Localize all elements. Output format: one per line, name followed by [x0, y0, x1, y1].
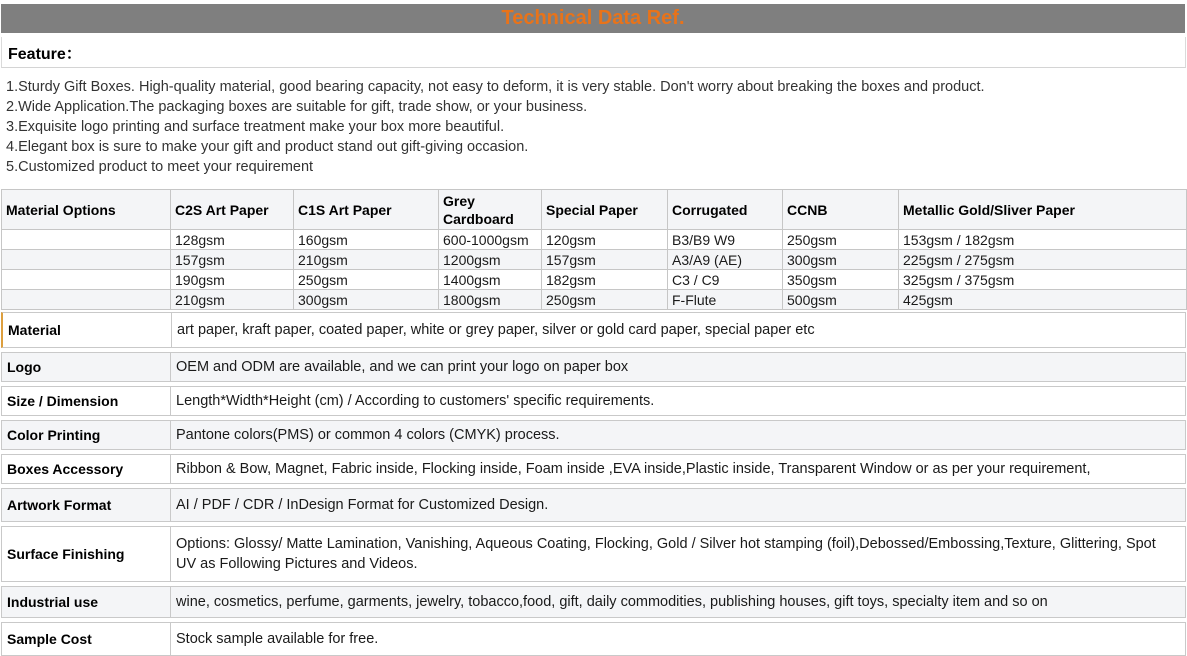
table-cell: 300gsm [294, 290, 439, 310]
feature-list [0, 68, 1187, 177]
spec-table [1, 312, 1186, 656]
spec-value: art paper, kraft paper, coated paper, white or grey paper, silver or gold card paper, special paper etc [177, 322, 815, 338]
table-cell: 500gsm [783, 290, 899, 310]
table-cell: 157gsm [171, 250, 294, 270]
spec-label: Logo [2, 353, 171, 381]
spec-value: Ribbon & Bow, Magnet, Fabric inside, Flocking inside, Foam inside ,EVA inside,Plastic inside, Transparent Window or as per your requirement, [176, 461, 1091, 477]
feature-item: 2.Wide Application.The packaging boxes are suitable for gift, trade show, or your business. [6, 99, 588, 115]
spec-row [1, 312, 1186, 348]
table-cell: 300gsm [783, 250, 899, 270]
table-cell: 425gsm [899, 290, 1187, 310]
table-cell: 153gsm / 182gsm [899, 230, 1187, 250]
spec-row [1, 420, 1186, 450]
spec-value: Pantone colors(PMS) or common 4 colors (CMYK) process. [176, 427, 560, 443]
spec-label: Surface Finishing [2, 527, 171, 581]
table-cell: 250gsm [783, 230, 899, 250]
spec-label: Material [3, 313, 172, 347]
table-cell [2, 290, 171, 310]
feature-item: 1.Sturdy Gift Boxes. High-quality material, good bearing capacity, not easy to deform, it is very stable. Don't worry about breaking the boxes and product. [6, 79, 985, 95]
table-cell: 157gsm [542, 250, 668, 270]
table-cell: 350gsm [783, 270, 899, 290]
spec-value: AI / PDF / CDR / InDesign Format for Customized Design. [176, 497, 549, 513]
table-cell [2, 250, 171, 270]
spec-label: Sample Cost [2, 623, 171, 655]
table-cell: 325gsm / 375gsm [899, 270, 1187, 290]
spec-label: Color Printing [2, 421, 171, 449]
table-cell: B3/B9 W9 [668, 230, 783, 250]
spec-value: Length*Width*Height (cm) / According to customers' specific requirements. [176, 393, 655, 409]
feature-item: 4.Elegant box is sure to make your gift and product stand out gift-giving occasion. [6, 139, 529, 155]
spec-row [1, 386, 1186, 416]
table-row [2, 250, 1187, 270]
spec-value: wine, cosmetics, perfume, garments, jewelry, tobacco,food, gift, daily commodities, publishing houses, gift toys, specialty item and so on [176, 594, 1048, 610]
spec-row [1, 526, 1186, 582]
table-cell: 1400gsm [439, 270, 542, 290]
table-cell: 182gsm [542, 270, 668, 290]
spec-value: Options: Glossy/ Matte Lamination, Vanishing, Aqueous Coating, Flocking, Gold / Silver hot stamping (foil),Debossed/Embossing,Texture, Glittering, Spot UV as Following Pictures and Videos. [176, 536, 1156, 572]
table-row [2, 230, 1187, 250]
column-header: Corrugated [668, 190, 783, 230]
table-cell: 225gsm / 275gsm [899, 250, 1187, 270]
page-title: Technical Data Ref. [501, 7, 685, 29]
table-cell: 128gsm [171, 230, 294, 250]
spec-label: Boxes Accessory [2, 455, 171, 483]
column-header: Grey Cardboard [439, 190, 542, 230]
table-cell: 210gsm [294, 250, 439, 270]
column-header: Material Options [2, 190, 171, 230]
spec-label: Industrial use [2, 587, 171, 617]
technical-data-page [0, 4, 1187, 656]
table-cell: 120gsm [542, 230, 668, 250]
table-cell: 1800gsm [439, 290, 542, 310]
feature-heading-row [1, 37, 1186, 68]
column-header: CCNB [783, 190, 899, 230]
spec-label: Size / Dimension [2, 387, 171, 415]
spec-value: OEM and ODM are available, and we can print your logo on paper box [176, 359, 629, 375]
table-row [2, 270, 1187, 290]
materials-table-header [2, 190, 1187, 230]
table-cell: A3/A9 (AE) [668, 250, 783, 270]
header-row [2, 190, 1187, 230]
spec-row [1, 454, 1186, 484]
spec-row [1, 352, 1186, 382]
column-header: C2S Art Paper [171, 190, 294, 230]
table-row [2, 290, 1187, 310]
feature-heading: Feature： [8, 45, 82, 63]
table-cell: 160gsm [294, 230, 439, 250]
feature-item: 3.Exquisite logo printing and surface treatment make your box more beautiful. [6, 119, 505, 135]
table-cell: 210gsm [171, 290, 294, 310]
spec-row [1, 622, 1186, 656]
spec-row [1, 586, 1186, 618]
feature-item: 5.Customized product to meet your requirement [6, 159, 314, 175]
spec-value: Stock sample available for free. [176, 631, 379, 647]
table-cell: 250gsm [294, 270, 439, 290]
materials-table-body [2, 230, 1187, 310]
column-header: Metallic Gold/Sliver Paper [899, 190, 1187, 230]
table-cell: F-Flute [668, 290, 783, 310]
table-cell: 190gsm [171, 270, 294, 290]
table-cell: 250gsm [542, 290, 668, 310]
column-header: C1S Art Paper [294, 190, 439, 230]
title-bar [1, 4, 1185, 33]
spec-label: Artwork Format [2, 489, 171, 521]
table-cell: C3 / C9 [668, 270, 783, 290]
table-cell [2, 230, 171, 250]
table-cell: 1200gsm [439, 250, 542, 270]
column-header: Special Paper [542, 190, 668, 230]
materials-table [1, 189, 1187, 310]
table-cell: 600-1000gsm [439, 230, 542, 250]
table-cell [2, 270, 171, 290]
spec-row [1, 488, 1186, 522]
